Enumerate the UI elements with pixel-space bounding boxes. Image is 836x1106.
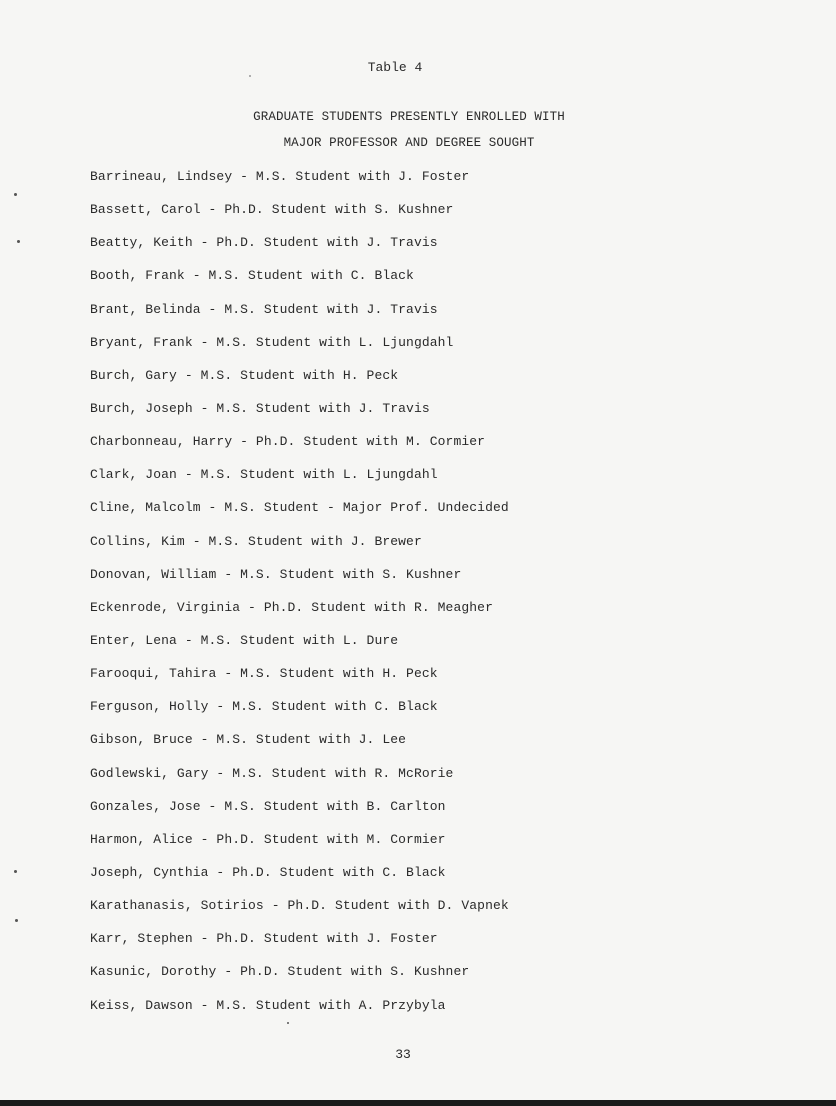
scan-speck <box>17 240 20 243</box>
list-item: Bryant, Frank - M.S. Student with L. Ljungdahl <box>90 334 454 350</box>
list-item: Karathanasis, Sotirios - Ph.D. Student with D. Vapnek <box>90 898 509 914</box>
list-item: Ferguson, Holly - M.S. Student with C. Black <box>90 699 438 715</box>
scan-speck <box>14 193 17 196</box>
list-item: Charbonneau, Harry - Ph.D. Student with M. Cormier <box>90 434 486 450</box>
student-list <box>90 169 509 1031</box>
list-item: Barrineau, Lindsey - M.S. Student with J. Foster <box>90 169 470 184</box>
list-item: Burch, Gary - M.S. Student with H. Peck <box>90 367 399 383</box>
scan-speck <box>15 919 18 922</box>
list-item: Harmon, Alice - Ph.D. Student with M. Cormier <box>90 831 446 847</box>
list-item: Cline, Malcolm - M.S. Student - Major Prof. Undecided <box>90 500 509 516</box>
list-item: Donovan, William - M.S. Student with S. Kushner <box>90 566 462 582</box>
list-item: Bassett, Carol - Ph.D. Student with S. Kushner <box>90 202 454 218</box>
list-item: Farooqui, Tahira - M.S. Student with H. Peck <box>90 666 438 682</box>
list-item: Gonzales, Jose - M.S. Student with B. Carlton <box>90 798 446 814</box>
scan-speck <box>14 870 17 873</box>
list-item: Beatty, Keith - Ph.D. Student with J. Travis <box>90 235 438 251</box>
list-item: Eckenrode, Virginia - Ph.D. Student with R. Meagher <box>90 599 493 615</box>
scan-bottom-edge <box>0 1100 836 1106</box>
list-item: Burch, Joseph - M.S. Student with J. Travis <box>90 400 430 416</box>
list-item: Godlewski, Gary - M.S. Student with R. McRorie <box>90 765 454 781</box>
list-item: Gibson, Bruce - M.S. Student with J. Lee <box>90 732 407 748</box>
scan-speck <box>287 1022 289 1024</box>
table-label: Table 4 <box>367 60 423 75</box>
list-item: Keiss, Dawson - M.S. Student with A. Przybyla <box>90 997 446 1013</box>
list-item: Karr, Stephen - Ph.D. Student with J. Foster <box>90 931 438 947</box>
list-item: Joseph, Cynthia - Ph.D. Student with C. Black <box>90 864 446 880</box>
list-item: Enter, Lena - M.S. Student with L. Dure <box>90 632 399 648</box>
list-item: Kasunic, Dorothy - Ph.D. Student with S. Kushner <box>90 964 470 980</box>
table-heading-line-2: MAJOR PROFESSOR AND DEGREE SOUGHT <box>283 136 535 150</box>
list-item: Booth, Frank - M.S. Student with C. Black <box>90 268 414 284</box>
scan-speck <box>249 75 251 77</box>
table-heading-line-1: GRADUATE STUDENTS PRESENTLY ENROLLED WITH <box>253 110 565 124</box>
list-item: Clark, Joan - M.S. Student with L. Ljungdahl <box>90 467 438 483</box>
list-item: Collins, Kim - M.S. Student with J. Brewer <box>90 533 422 549</box>
list-item: Brant, Belinda - M.S. Student with J. Travis <box>90 301 438 317</box>
page-number: 33 <box>395 1047 411 1062</box>
